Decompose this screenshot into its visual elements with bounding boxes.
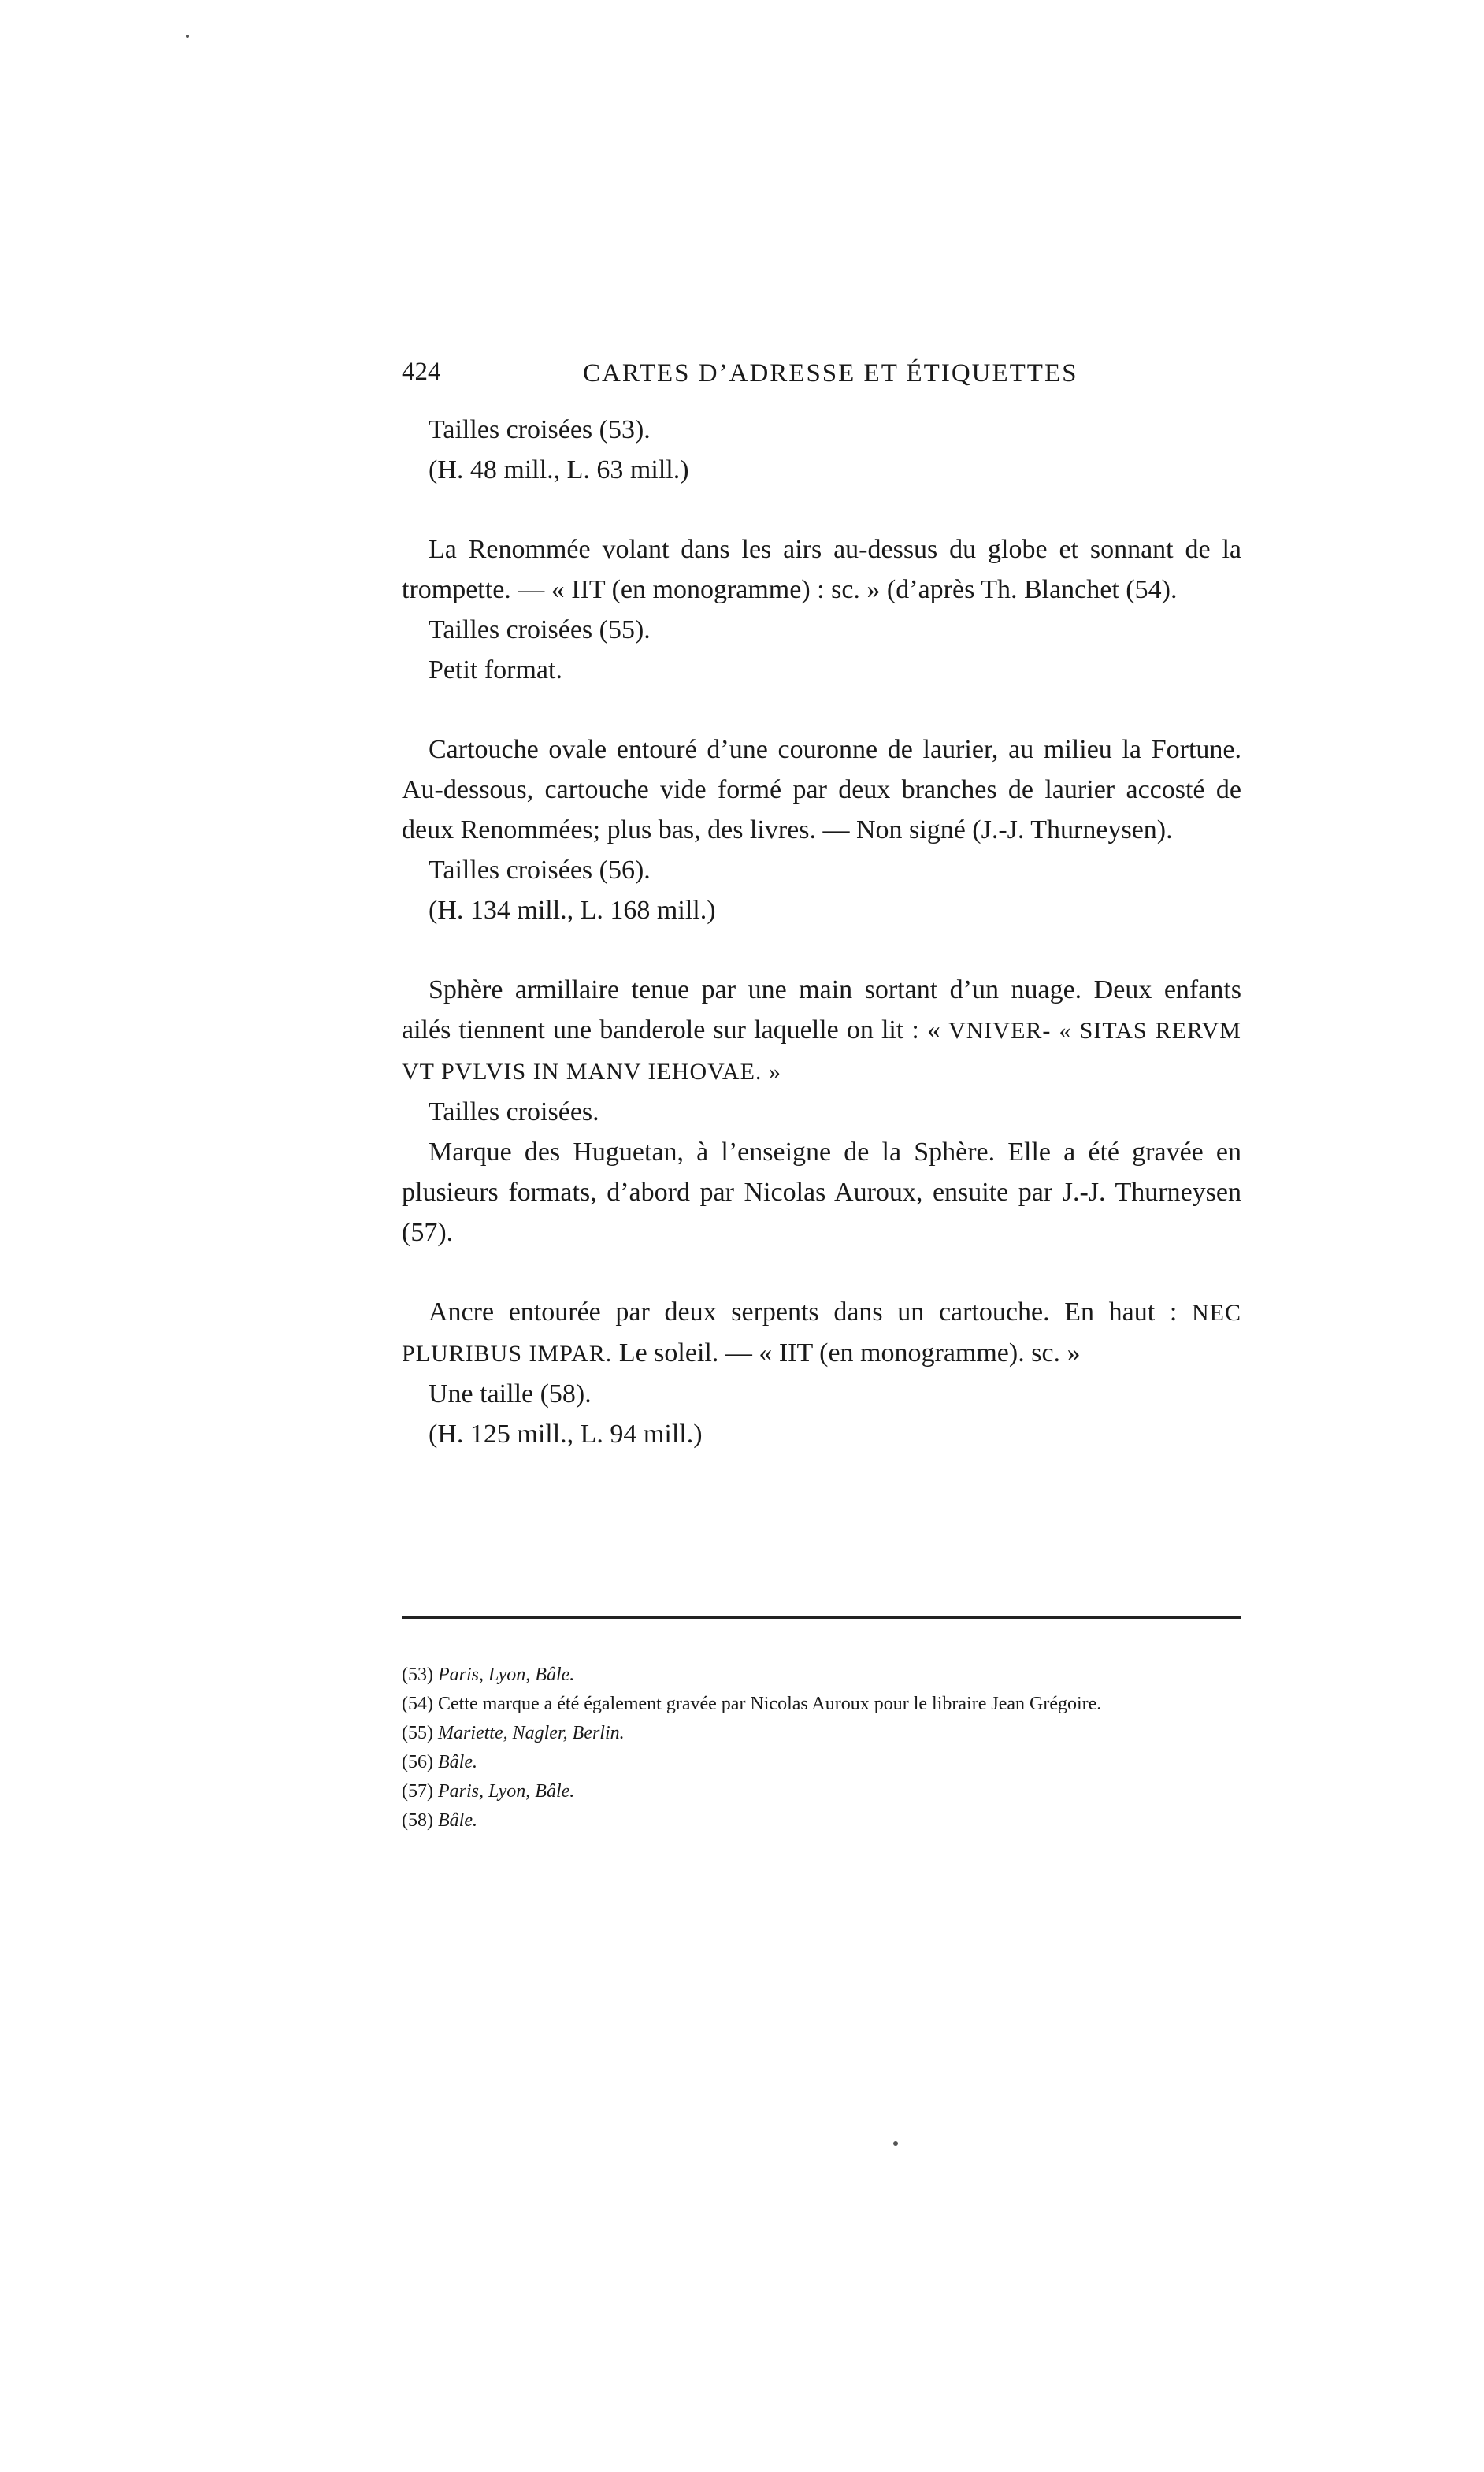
footnote-text: Mariette, Nagler, Berlin. [437,1723,625,1743]
footnote-text: Paris, Lyon, Bâle. [437,1665,575,1685]
footnote-number: (56) [402,1752,433,1772]
footnote-number: (55) [402,1723,433,1743]
entry-line: Une taille (58). [429,1379,592,1409]
entry-5 [402,1292,1241,1454]
footnote-number: (57) [402,1781,433,1802]
footnote [402,1719,1241,1748]
footnote-divider [402,1616,1241,1619]
entry-remark: Marque des Huguetan, à l’enseigne de la Sphère. Elle a été gravée en plusieurs formats, d’abord par Nicolas Auroux, ensuite par J.-J. Thurneysen (57). [402,1138,1241,1247]
entry-description: La Renommée volant dans les airs au-dessus du globe et sonnant de la trompette. — « IIT (en monogramme) : sc. » (d’après Th. Blanchet (54). [402,535,1241,604]
entry-1 [402,410,1241,490]
footnote-text: Bâle. [437,1810,477,1831]
entry-4 [402,970,1241,1253]
entry-line: (H. 125 mill., L. 94 mill.) [429,1420,703,1449]
footnote-text: Cette marque a été également gravée par Nicolas Auroux pour le libraire Jean Grégoire. [437,1694,1102,1714]
footnote-number: (53) [402,1665,433,1685]
footnote-number: (54) [402,1694,433,1714]
paper-speck [186,35,189,38]
description-text: Le soleil. — « IIT (en monogramme). sc. » [618,1338,1081,1368]
entry-line: Tailles croisées (56). [429,856,651,885]
footnote [402,1748,1241,1777]
running-title: CARTES D’ADRESSE ET ÉTIQUETTES [583,359,1078,388]
motto: VNIVER- « SITAS RERVM VT PVLVIS IN MANV IEHOVAE. » [402,1018,1241,1085]
entry-description [402,970,1241,1092]
page-header [402,354,1241,394]
footnote [402,1806,1241,1835]
footnote [402,1690,1241,1719]
entry-line: Tailles croisées (55). [429,615,651,644]
entry-line: Tailles croisées. [429,1097,599,1127]
footnotes [402,1661,1241,1835]
footnote-number: (58) [402,1810,433,1831]
paper-speck [893,2141,898,2146]
entry-3 [402,729,1241,930]
entry-line: Tailles croisées (53). [429,415,651,444]
entry-description [402,1292,1241,1374]
entry-description: Cartouche ovale entouré d’une couronne de laurier, au milieu la Fortune. Au-dessous, cartouche vide formé par deux branches de laurier accosté de deux Renommées; plus bas, des livres. — Non signé (J.-J. Thurneysen). [402,735,1241,844]
motto: NEC PLURIBUS IMPAR. [402,1300,1241,1367]
footnote [402,1777,1241,1806]
entry-line: Petit format. [429,655,562,685]
page-number: 424 [402,358,441,386]
entry-2 [402,529,1241,690]
footnote-text: Paris, Lyon, Bâle. [437,1781,575,1802]
main-text [402,410,1241,1454]
description-text: Ancre entourée par deux serpents dans un cartouche. En haut : [429,1297,1178,1327]
footnote-text: Bâle. [437,1752,477,1772]
entry-line: (H. 134 mill., L. 168 mill.) [429,896,716,925]
footnote [402,1661,1241,1690]
description-text: Sphère armillaire tenue par une main sortant d’un nuage. Deux enfants ailés tiennent une banderole sur laquelle on lit : « [402,975,1241,1045]
entry-line: (H. 48 mill., L. 63 mill.) [429,455,689,484]
